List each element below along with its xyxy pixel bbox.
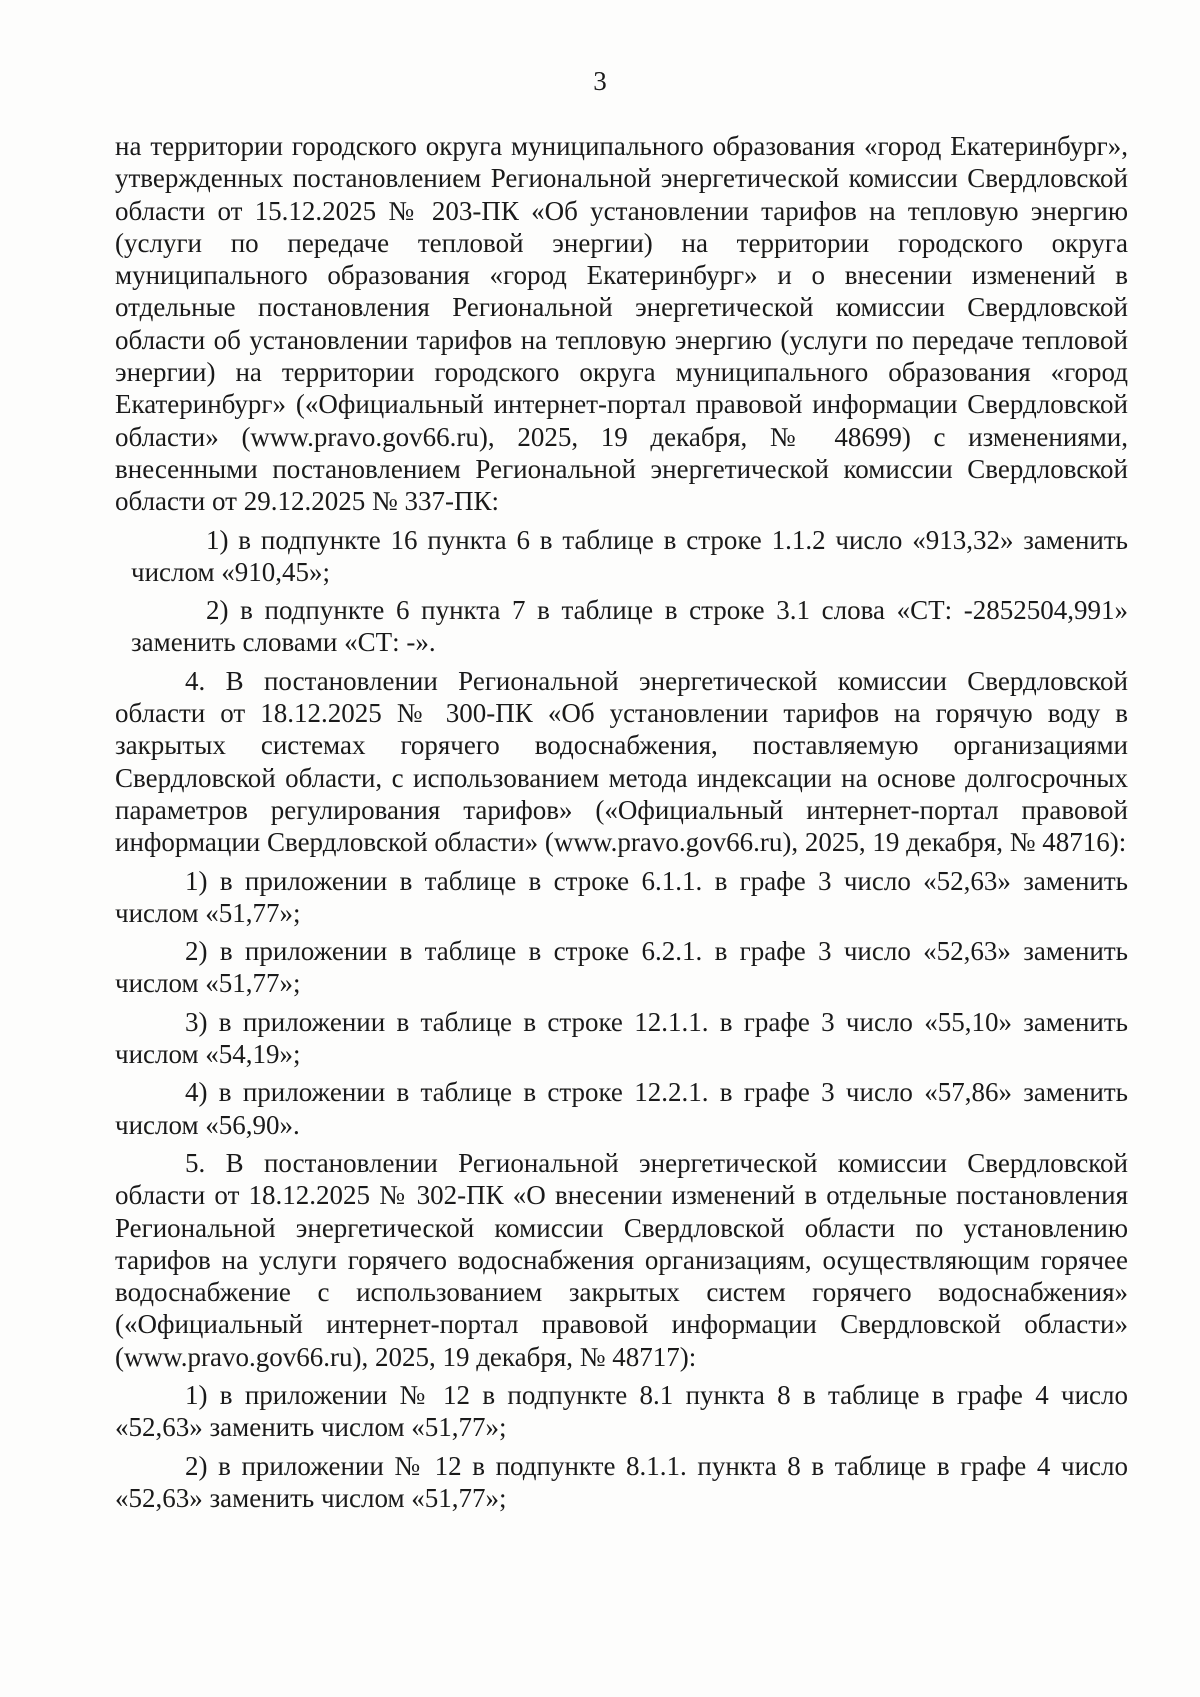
subitem-4-3: 3) в приложении в таблице в строке 12.1.1. в графе 3 число «55,10» заменить числом «54,19»; bbox=[115, 1006, 1128, 1070]
subitem-3-1: 1) в подпункте 16 пункта 6 в таблице в строке 1.1.2 число «913,32» заменить числом «910,45»; bbox=[131, 524, 1128, 587]
item-4: 4. В постановлении Региональной энергетической комиссии Свердловской области от 18.12.2025 № 300-ПК «Об установлении тарифов на горячую воду в закрытых системах горячего водоснабжения, поставляемую организациями Свердловской области, с использованием метода индексации на основе долгосрочных параметров регулирования тарифов» («Официальный интернет-портал правовой информации Свердловской области» (www.pravo.gov66.ru), 2025, 19 декабря, № 48716): bbox=[115, 665, 1128, 858]
subitem-5-1: 1) в приложении № 12 в подпункте 8.1 пункта 8 в таблице в графе 4 число «52,63» заменить числом «51,77»; bbox=[115, 1379, 1128, 1443]
document-body bbox=[115, 130, 1128, 1514]
subitem-5-2: 2) в приложении № 12 в подпункте 8.1.1. пункта 8 в таблице в графе 4 число «52,63» заменить числом «51,77»; bbox=[115, 1450, 1128, 1513]
paragraph-continuation: на территории городского округа муниципального образования «город Екатеринбург», утвержденных постановлением Региональной энергетической комиссии Свердловской области от 15.12.2025 № 203-ПК «Об установлении тарифов на тепловую энергию (услуги по передаче тепловой энергии) на территории городского округа муниципального образования «город Екатеринбург» и о внесении изменений в отдельные постановления Региональной энергетической комиссии Свердловской области об установлении тарифов на тепловую энергию (услуги по передаче тепловой энергии) на территории городского округа муниципального образования «город Екатеринбург» («Официальный интернет-портал правовой информации Свердловской области» (www.pravo.gov66.ru), 2025, 19 декабря, № 48699) с изменениями, внесенными постановлением Региональной энергетической комиссии Свердловской области от 29.12.2025 № 337-ПК: bbox=[115, 131, 1128, 517]
item-5: 5. В постановлении Региональной энергетической комиссии Свердловской области от 18.12.2025 № 302-ПК «О внесении изменений в отдельные постановления Региональной энергетической комиссии Свердловской области по установлению тарифов на услуги горячего водоснабжения организациям, осуществляющим горячее водоснабжение с использованием закрытых систем горячего водоснабжения» («Официальный интернет-портал правовой информации Свердловской области» (www.pravo.gov66.ru), 2025, 19 декабря, № 48717): bbox=[115, 1147, 1128, 1372]
subitem-4-1: 1) в приложении в таблице в строке 6.1.1. в графе 3 число «52,63» заменить числом «51,77»; bbox=[115, 865, 1128, 928]
page-number: 3 bbox=[593, 66, 607, 96]
subitem-4-4: 4) в приложении в таблице в строке 12.2.1. в графе 3 число «57,86» заменить числом «56,90». bbox=[115, 1077, 1128, 1140]
subitem-4-2: 2) в приложении в таблице в строке 6.2.1. в графе 3 число «52,63» заменить числом «51,77»; bbox=[115, 936, 1128, 999]
subitem-3-2: 2) в подпункте 6 пункта 7 в таблице в строке 3.1 слова «СТ: -2852504,991» заменить словами «СТ: -». bbox=[131, 595, 1128, 658]
